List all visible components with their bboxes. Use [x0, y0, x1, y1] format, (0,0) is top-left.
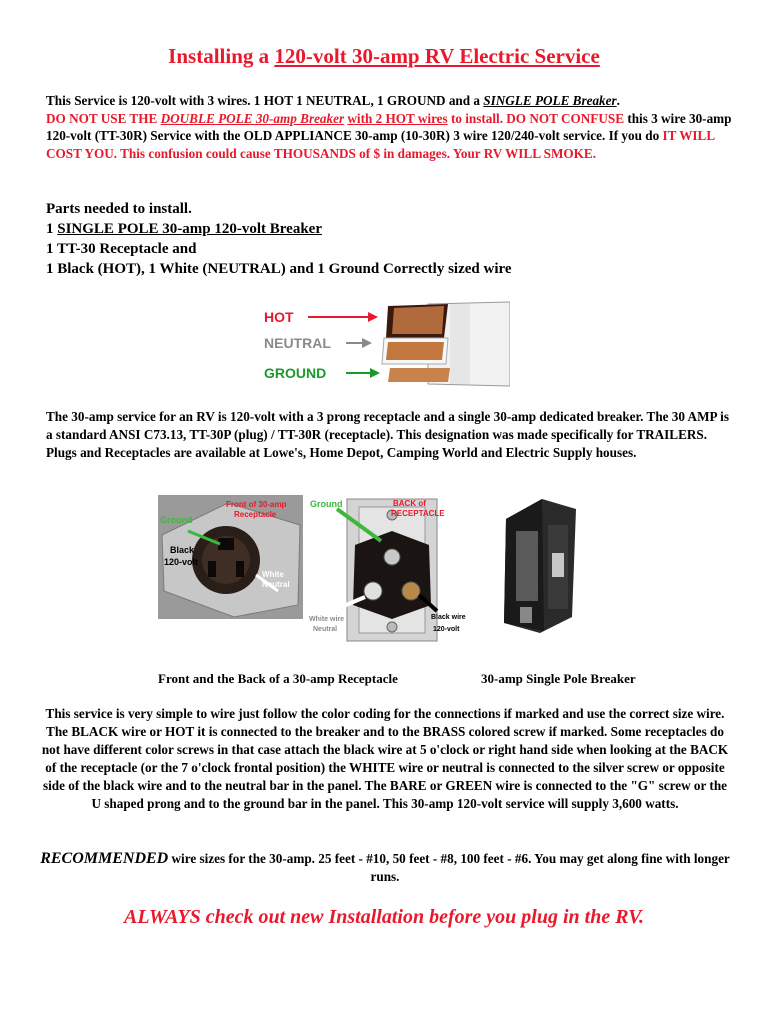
front-white-label-1: White — [262, 570, 284, 579]
back-title-line1: BACK of — [393, 499, 426, 508]
receptacle-caption: Front and the Back of a 30-amp Receptacle — [158, 671, 398, 686]
parts-item-receptacle: 1 TT-30 Receptacle and — [46, 241, 197, 257]
single-pole-breaker-photo — [500, 495, 578, 635]
parts-heading: Parts needed to install. — [46, 201, 192, 217]
wiring-instructions-paragraph: This service is very simple to wire just follow the color coding for the connections if marked and use the correct size wire. The BLACK wire or HOT it is connected to the breaker and to the BRASS colored screw if marked. Some receptacles do not have different color screws in that case attach the black wire at 5 o'clock or right hand side when looking at the BACK of the receptacle (or the 7 o'clock frontal position) the WHITE wire or neutral is connected to the silver screw or opposite side of the black wire and to the neutral bar in the panel. The BARE or GREEN wire is connected to the "G" screw or the U shaped prong and to the ground bar in the panel. This 30-amp 120-volt service will supply 3,600 watts. — [41, 706, 729, 811]
page-title — [0, 44, 768, 69]
double-pole-breaker-text: DOUBLE POLE 30-amp Breaker — [160, 110, 345, 126]
intro-paragraph — [46, 92, 736, 162]
title-underlined: 120-volt 30-amp RV Electric Service — [274, 44, 600, 68]
wire-label-hot: HOT — [264, 309, 294, 325]
receptacle-front-photo — [158, 495, 303, 619]
warning-text-a: DO NOT USE THE — [46, 110, 161, 126]
intro-body-text: this 3 wire 30-amp 120-volt (TT-30R) Service with the OLD APPLIANCE 30-amp (10-30R) 3 wire 120/240-volt service. If you do — [46, 110, 732, 144]
back-white-label-1: White wire — [309, 616, 345, 623]
front-title-line2: Receptacle — [234, 510, 277, 519]
back-white-label-2: Neutral — [313, 626, 338, 633]
front-black-label-2: 120-volt — [164, 557, 199, 567]
recommended-text: wire sizes for the 30-amp. 25 feet - #10, 50 feet - #8, 100 feet - #6. You may get along fine with longer runs. — [168, 851, 730, 884]
parts-item-wire: 1 Black (HOT), 1 White (NEUTRAL) and 1 Ground Correctly sized wire — [46, 261, 512, 277]
wire-cable-image — [382, 302, 510, 386]
wire-label-ground: GROUND — [264, 365, 327, 381]
back-ground-label: Ground — [310, 499, 343, 509]
recommended-label: RECOMMENDED — [40, 850, 169, 867]
cost-warning-text: IT WILL COST YOU. This confusion could cause THOUSANDS of $ in damages. Your RV WILL SMOKE. — [46, 128, 715, 161]
back-title-line2: RECEPTACLE — [391, 509, 445, 518]
hot-arrow — [308, 312, 378, 322]
neutral-arrow — [346, 338, 372, 348]
parts-item-breaker-label: SINGLE POLE 30-amp 120-volt Breaker — [57, 221, 322, 237]
hot-wires-text: with 2 HOT wires — [347, 110, 448, 126]
wire-label-neutral: NEUTRAL — [264, 335, 331, 351]
always-check-notice: ALWAYS check out new Installation before you plug in the RV. — [124, 906, 644, 928]
front-ground-label: Ground — [160, 515, 193, 525]
title-prefix: Installing a — [168, 44, 275, 68]
description-paragraph: The 30-amp service for an RV is 120-volt with a 3 prong receptacle and a single 30-amp dedicated breaker. The 30 AMP is a standard ANSI C73.13, TT-30P (plug) / TT-30R (receptacle). This designation was made specifically for TRAILERS. Plugs and Receptacles are available at Lowe's, Home Depot, Camping World and Electric Supply houses. — [46, 409, 729, 460]
breaker-caption: 30-amp Single Pole Breaker — [481, 671, 636, 686]
wire-diagram — [258, 298, 510, 390]
front-white-label-2: Neutral — [262, 580, 290, 589]
intro-text-1: This Service is 120-volt with 3 wires. 1 HOT 1 NEUTRAL, 1 GROUND and a — [46, 93, 484, 108]
front-title-line1: Front of 30-amp — [226, 500, 287, 509]
single-pole-breaker-text: SINGLE POLE Breaker — [483, 93, 617, 108]
parts-item-breaker — [46, 219, 736, 239]
receptacle-back-photo — [307, 495, 467, 645]
recommended-paragraph — [40, 850, 730, 886]
parts-item-breaker-prefix: 1 — [46, 221, 58, 237]
parts-list — [46, 199, 736, 279]
intro-text-1-end: . — [616, 93, 620, 108]
ground-arrow — [346, 368, 380, 378]
front-black-label-1: Black — [170, 545, 195, 555]
back-black-label-2: 120-volt — [433, 626, 460, 633]
warning-text-c: to install. DO NOT CONFUSE — [447, 110, 625, 126]
back-black-label-1: Black wire — [431, 614, 466, 621]
